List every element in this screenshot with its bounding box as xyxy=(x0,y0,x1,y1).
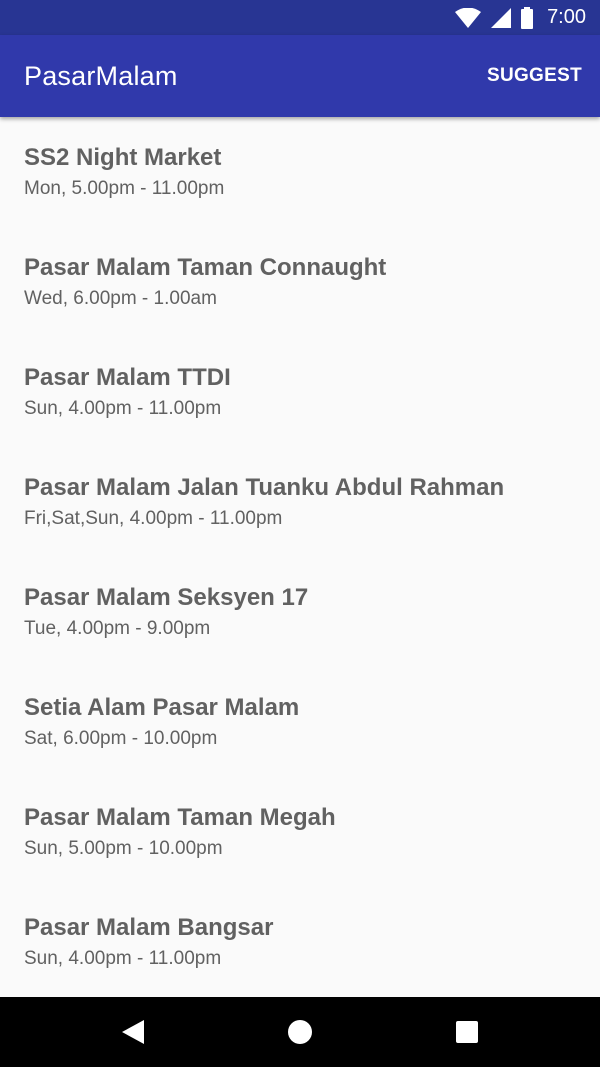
market-name: Setia Alam Pasar Malam xyxy=(24,694,300,721)
market-schedule: Sun, 4.00pm - 11.00pm xyxy=(24,948,222,969)
market-name: Pasar Malam Bangsar xyxy=(24,914,274,941)
market-schedule: Sun, 5.00pm - 10.00pm xyxy=(24,838,223,859)
app-title: PasarMalam xyxy=(24,60,178,91)
market-name: Pasar Malam Taman Megah xyxy=(24,804,336,831)
list-item[interactable] xyxy=(0,447,600,557)
market-schedule: Wed, 6.00pm - 1.00am xyxy=(24,288,217,309)
market-name: Pasar Malam TTDI xyxy=(24,364,231,391)
market-name: SS2 Night Market xyxy=(24,144,222,171)
back-icon xyxy=(122,1020,144,1044)
market-schedule: Tue, 4.00pm - 9.00pm xyxy=(24,618,211,639)
home-button[interactable] xyxy=(270,1002,330,1062)
market-name: Pasar Malam Seksyen 17 xyxy=(24,584,309,611)
wifi-icon xyxy=(455,8,481,28)
market-schedule: Fri,Sat,Sun, 4.00pm - 11.00pm xyxy=(24,508,283,529)
list-item[interactable] xyxy=(0,557,600,667)
market-schedule: Sat, 6.00pm - 10.00pm xyxy=(24,728,218,749)
battery-icon xyxy=(521,7,533,29)
list-item[interactable] xyxy=(0,667,600,777)
clock: 7:00 xyxy=(547,6,586,28)
home-icon xyxy=(287,1019,313,1045)
market-name: Pasar Malam Jalan Tuanku Abdul Rahman xyxy=(24,474,505,501)
list-item[interactable] xyxy=(0,337,600,447)
market-name: Pasar Malam Taman Connaught xyxy=(24,254,387,281)
market-schedule: Mon, 5.00pm - 11.00pm xyxy=(24,178,225,199)
list-item[interactable] xyxy=(0,227,600,337)
recents-button[interactable] xyxy=(437,1002,497,1062)
market-list xyxy=(0,117,600,997)
status-bar xyxy=(0,0,600,35)
suggest-button[interactable]: SUGGEST xyxy=(487,57,582,95)
back-button[interactable] xyxy=(103,1002,163,1062)
list-item[interactable] xyxy=(0,887,600,997)
list-item[interactable] xyxy=(0,117,600,227)
market-schedule: Sun, 4.00pm - 11.00pm xyxy=(24,398,222,419)
app-bar xyxy=(0,35,600,117)
navigation-bar xyxy=(0,997,600,1067)
recents-icon xyxy=(456,1021,478,1043)
cell-signal-icon xyxy=(491,8,511,28)
list-item[interactable] xyxy=(0,777,600,887)
